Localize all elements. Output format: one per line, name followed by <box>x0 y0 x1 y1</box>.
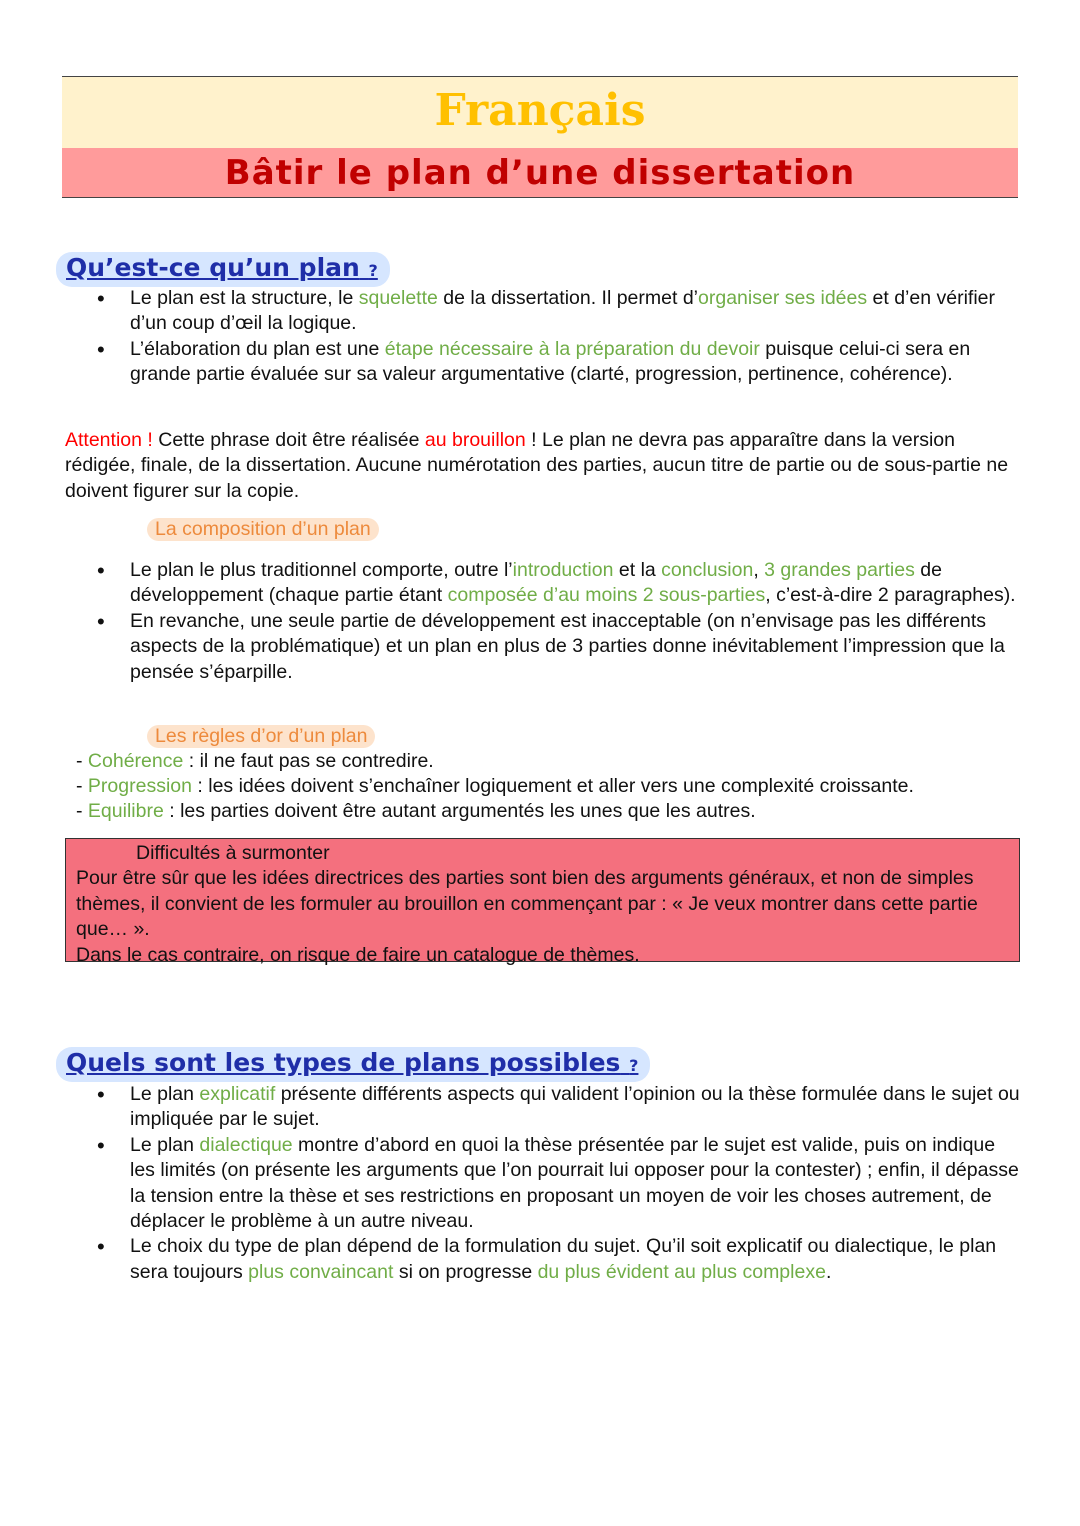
list-item <box>0 1133 1020 1235</box>
text-run: - <box>76 800 88 822</box>
heading-text: Quels sont les types de plans possibles <box>66 1048 621 1077</box>
list-item <box>0 337 1020 388</box>
document-title: Bâtir le plan d’une dissertation <box>62 148 1018 197</box>
text-run: : les idées doivent s’enchaîner logiquement et aller vers une complexité croissante. <box>191 775 914 797</box>
text-run: présente différents aspects qui valident l’opinion ou la thèse formulée dans le sujet ou impliquée par le sujet. <box>130 1083 1020 1131</box>
rule-line <box>76 799 1026 824</box>
heading-text: Qu’est-ce qu’un plan <box>66 253 360 282</box>
composition-list <box>0 558 1020 685</box>
subheading-rules: Les règles d’or d’un plan <box>147 725 375 748</box>
highlighted-text: explicatif <box>199 1083 276 1105</box>
difficulties-text: Pour être sûr que les idées directrices des parties sont bien des arguments généraux, et non de simples thèmes, il convient de les formuler au brouillon en commençant par : « Je veux montrer dans cette partie que… ». <box>76 867 978 941</box>
text-run: , c’est-à-dire 2 paragraphes). <box>765 584 1016 607</box>
text-run: - <box>76 750 88 772</box>
text-run: Le plan le plus traditionnel comporte, outre l’ <box>130 559 513 581</box>
text-run: de la dissertation. Il permet d’ <box>437 287 699 309</box>
list-item <box>0 609 1020 685</box>
plan-types-list <box>0 1082 1020 1285</box>
section-heading-plan-types <box>56 1047 650 1082</box>
highlighted-text: conclusion <box>661 559 754 581</box>
difficulties-text-2: Dans le cas contraire, on risque de faire un catalogue de thèmes. <box>76 943 640 966</box>
text-run: . <box>825 1260 832 1283</box>
subject-title: Français <box>62 77 1018 148</box>
difficulties-box <box>65 838 1020 966</box>
highlighted-text: squelette <box>358 287 438 309</box>
title-banner <box>62 76 1018 198</box>
text-run: , <box>753 559 765 581</box>
text-run: - <box>76 775 88 797</box>
difficulties-title: Difficultés à surmonter <box>136 842 330 864</box>
attention-paragraph <box>65 428 1015 504</box>
text-run: de développement (chaque partie étant <box>130 559 942 607</box>
text-run: puisque celui-ci sera en grande partie évaluée sur sa valeur argumentative (clarté, progression, pertinence, cohérence). <box>130 337 971 386</box>
section-heading-what-is-plan <box>56 252 390 287</box>
list-item <box>0 558 1020 609</box>
text-run: Le choix du type de plan dépend de la formulation du sujet. Qu’il soit explicatif ou dialectique, le plan sera toujours <box>130 1235 997 1283</box>
warning-text: Attention ! <box>65 429 153 451</box>
highlighted-text: organiser ses idées <box>698 287 868 309</box>
highlighted-text: Progression <box>87 775 192 797</box>
highlighted-text: 3 grandes parties <box>764 559 915 581</box>
heading-question-mark: ? <box>629 1056 639 1075</box>
text-run: ! Le plan ne devra pas apparaître dans la version rédigée, finale, de la dissertation. Aucune numérotation des parties, aucun titre de partie ou de sous-partie ne doivent figurer sur la copie. <box>65 429 1009 502</box>
text-run: Cette phrase doit être réalisée <box>152 429 425 451</box>
subheading-composition: La composition d’un plan <box>147 518 379 541</box>
highlighted-text: du plus évident au plus complexe <box>537 1260 826 1283</box>
list-item <box>0 286 1020 337</box>
highlighted-text: introduction <box>512 559 614 581</box>
text-run: Le plan est la structure, le <box>130 287 359 309</box>
text-run: Le plan <box>130 1083 200 1105</box>
rule-line <box>76 749 1026 774</box>
highlighted-text: Equilibre <box>87 800 164 822</box>
highlighted-text: Cohérence <box>87 750 184 772</box>
text-run: et d’en vérifier d’un coup d’œil la logique. <box>130 287 996 335</box>
text-run: En revanche, une seule partie de développement est inacceptable (on n’envisage pas les différents aspects de la problématique) et un plan en plus de 3 parties donne inévitablement l’impression que la pensée s’éparpille. <box>130 609 1005 683</box>
list-item <box>0 1082 1020 1133</box>
text-run: montre d’abord en quoi la thèse présentée par le sujet est valide, puis on indique les limités (on présente les arguments que l’on pourrait lui opposer pour la contester) ; enfin, il dépasse la tension entre la thèse et ses restrictions en proposant un moyen de voir les choses autrement, de déplacer le problème à un autre niveau. <box>130 1133 1019 1233</box>
highlighted-text: composée d’au moins 2 sous-parties <box>447 584 766 607</box>
highlighted-text: plus convaincant <box>248 1260 394 1283</box>
rule-line <box>76 774 1026 799</box>
text-run: Le plan <box>130 1133 200 1156</box>
warning-text: au brouillon <box>424 429 526 451</box>
list-item <box>0 1234 1020 1285</box>
plan-definition-list <box>0 286 1020 388</box>
text-run: : il ne faut pas se contredire. <box>183 750 434 772</box>
heading-question-mark: ? <box>368 261 378 280</box>
highlighted-text: étape nécessaire à la préparation du devoir <box>384 337 760 360</box>
text-run: L’élaboration du plan est une <box>130 337 385 360</box>
text-run: : les parties doivent être autant argumentés les unes que les autres. <box>163 800 756 822</box>
text-run: si on progresse <box>393 1260 538 1283</box>
text-run: et la <box>613 559 662 581</box>
highlighted-text: dialectique <box>199 1133 293 1156</box>
